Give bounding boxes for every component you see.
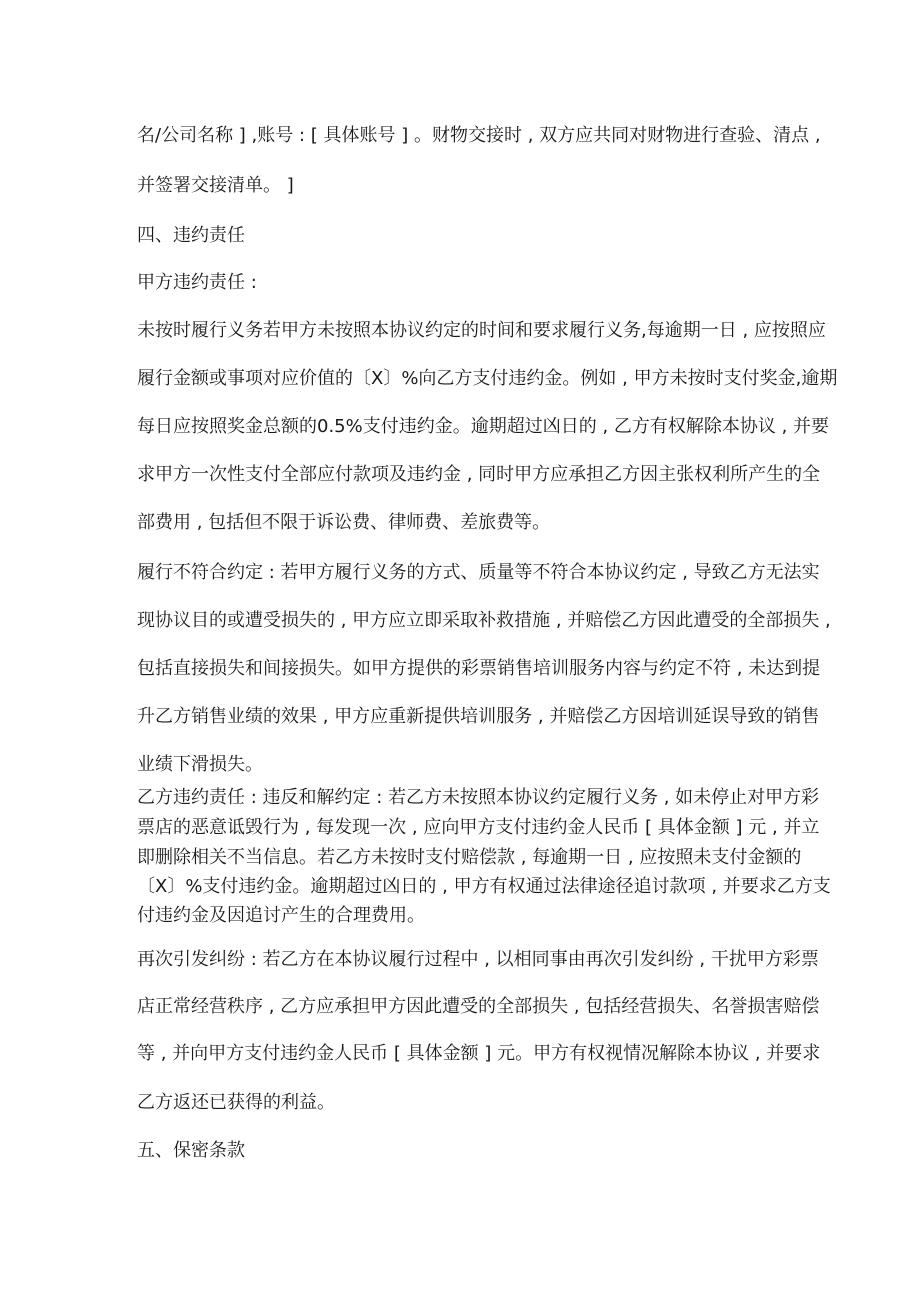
text-line: 付违约金及因追讨产生的合理费用。	[137, 905, 425, 926]
section-heading: 四、违约责任	[137, 225, 245, 246]
text-line: 未按时履行义务若甲方未按照本协议约定的时间和要求履行义务,每逾期一日 , 应按照应	[137, 320, 826, 341]
text-line: 履行不符合约定 : 若甲方履行义务的方式、质量等不符合本协议约定 , 导致乙方无法实	[137, 562, 820, 583]
text-line: 甲方违约责任 :	[137, 272, 257, 293]
text-line: 履行金额或事项对应价值的〔X〕%向乙方支付违约金。例如 , 甲方未按时支付奖金,逾期	[137, 368, 838, 389]
text-line: 票店的恶意诋毁行为 , 每发现一次 , 应向甲方支付违约金人民币 [ 具体金额 ] 元 , 并立	[137, 817, 820, 838]
text-line: 乙方返还已获得的利益。	[137, 1092, 335, 1113]
text-line: 即删除相关不当信息。若乙方未按时支付赔偿款 , 每逾期一日 , 应按照未支付金额的	[137, 847, 802, 868]
text-line: 店正常经营秩序 , 乙方应承担甲方因此遭受的全部损失 , 包括经营损失、名誉损害赔偿	[137, 996, 820, 1017]
section-heading: 五、保密条款	[137, 1140, 245, 1161]
text-line: 并签署交接清单。 ]	[137, 175, 294, 196]
text-line: 乙方违约责任 : 违反和解约定 : 若乙方未按照本协议约定履行义务 , 如未停止对甲方彩	[137, 787, 820, 808]
text-line: 包括直接损失和间接损失。如甲方提供的彩票销售培训服务内容与约定不符 , 未达到提	[137, 658, 821, 679]
text-line: 〔X〕%支付违约金。逾期超过凶日的 , 甲方有权通过法律途径追讨款项 , 并要求乙方支	[137, 876, 831, 897]
text-line: 现协议目的或遭受损失的 , 甲方应立即采取补救措施 , 并赔偿乙方因此遭受的全部损失 ,	[137, 610, 831, 631]
text-line: 每日应按照奖金总额的0.5%支付违约金。逾期超过凶日的 , 乙方有权解除本协议 , 并要	[137, 416, 830, 437]
text-line: 业绩下滑损失。	[137, 754, 263, 775]
text-line: 升乙方销售业绩的效果 , 甲方应重新提供培训服务 , 并赔偿乙方因培训延误导致的销售	[137, 706, 820, 727]
text-line: 部费用 , 包括但不限于诉讼费、律师费、差旅费等。	[137, 512, 551, 533]
text-line: 等 , 并向甲方支付违约金人民币 [ 具体金额 ] 元。甲方有权视情况解除本协议 , 并要求	[137, 1043, 821, 1064]
text-line: 再次引发纠纷 : 若乙方在本协议履行过程中 , 以相同事由再次引发纠纷 , 干扰甲方彩票	[137, 949, 819, 970]
text-line: 求甲方一次性支付全部应付款项及违约金 , 同时甲方应承担乙方因主张权利所产生的全	[137, 464, 821, 485]
text-line: 名/公司名称 ] ,账号 : [ 具体账号 ] 。财物交接时 , 双方应共同对财物进行查验、清点 ,	[137, 125, 821, 146]
